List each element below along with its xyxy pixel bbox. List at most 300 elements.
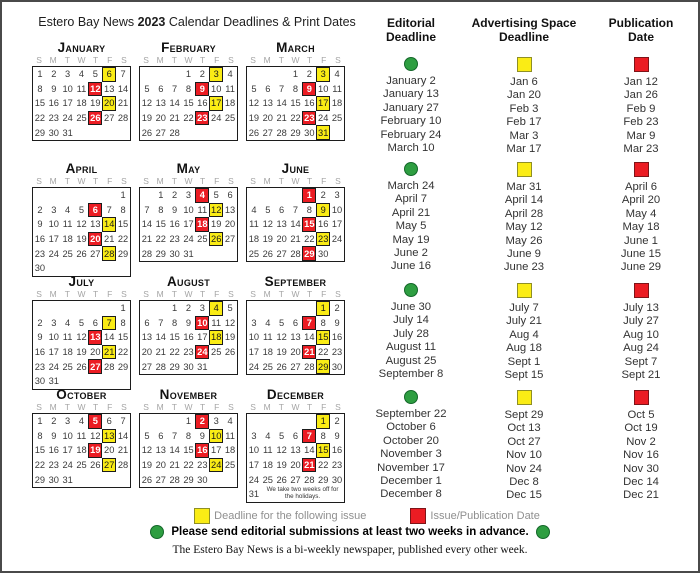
- publication-date-entry: Nov 16: [623, 449, 659, 462]
- weekday-letter: M: [156, 176, 164, 186]
- deadline-day-cell: 21: [102, 345, 116, 360]
- day-cell: 5: [251, 83, 257, 94]
- publication-day-cell: 7: [302, 429, 316, 444]
- publication-date-entry: Nov 30: [623, 462, 659, 475]
- deadline-day-cell: 17: [316, 96, 330, 111]
- editorial-date-entry: July 28: [393, 327, 429, 340]
- month-title: March: [276, 40, 315, 55]
- weekday-letter: S: [143, 55, 149, 65]
- weekday-letter: S: [335, 289, 341, 299]
- day-cell: 30: [34, 263, 46, 274]
- empty-cell: [140, 414, 154, 429]
- advertising-date-entry: Feb 17: [506, 116, 542, 129]
- editorial-column: [360, 162, 462, 275]
- day-cell: 8: [320, 317, 326, 328]
- day-cell: 27: [141, 361, 153, 372]
- weekday-letter: T: [307, 176, 313, 186]
- publication-date-entry: April 20: [621, 194, 661, 207]
- weekday-letter: S: [250, 176, 256, 186]
- month-title: February: [161, 40, 216, 55]
- empty-cell: [261, 301, 275, 316]
- publication-day-cell: 9: [195, 82, 209, 97]
- day-cell: 29: [155, 248, 166, 259]
- empty-cell: [302, 414, 316, 429]
- day-cell: 1: [292, 69, 299, 80]
- day-cell: 22: [155, 234, 166, 245]
- empty-cell: [33, 188, 47, 203]
- month-title: August: [166, 274, 211, 289]
- publication-date-entry: Feb 23: [623, 116, 659, 129]
- day-cell: 13: [141, 332, 153, 343]
- day-cell: 23: [34, 248, 46, 259]
- publication-day-cell: 2: [195, 414, 209, 429]
- editorial-date-entry: June 2: [394, 247, 428, 260]
- day-cell: 12: [248, 98, 260, 109]
- day-cell: 12: [141, 445, 153, 456]
- day-cell: 2: [199, 69, 205, 80]
- day-cell: 8: [185, 83, 192, 94]
- day-cell: 22: [318, 460, 329, 471]
- day-cell: 11: [211, 317, 222, 328]
- legend-label: Issue/Publication Date: [430, 510, 540, 522]
- day-cell: 10: [248, 445, 260, 456]
- deadline-day-cell: 28: [102, 246, 116, 261]
- day-cell: 19: [276, 347, 287, 358]
- publication-date-entry: May 4: [625, 207, 657, 220]
- deadline-day-cell: 15: [316, 330, 330, 345]
- editorial-date-entry: December 8: [380, 488, 442, 501]
- deadline-day-cell: 1: [316, 414, 330, 429]
- day-cell: 22: [34, 460, 46, 471]
- empty-cell: [275, 414, 289, 429]
- weekday-letter: F: [107, 289, 113, 299]
- month-grid: [32, 187, 131, 277]
- day-cell: 11: [332, 83, 342, 94]
- deadline-day-cell: 15: [316, 443, 330, 458]
- advertising-date-entry: April 14: [504, 194, 544, 207]
- day-cell: 14: [290, 219, 301, 230]
- day-cell: 18: [224, 98, 236, 109]
- weekday-letter: T: [278, 402, 284, 412]
- day-cell: 16: [197, 98, 208, 109]
- day-cell: 3: [213, 416, 219, 427]
- day-cell: 9: [51, 83, 57, 94]
- day-cell: 28: [117, 460, 129, 471]
- publication-date-icon: [634, 57, 649, 72]
- advertising-date-entry: July 21: [506, 315, 542, 328]
- day-cell: 27: [290, 361, 301, 372]
- calendar-row-3: [31, 274, 346, 390]
- day-cell: 17: [48, 234, 59, 245]
- day-cell: 17: [62, 98, 73, 109]
- month-calendar-january: [31, 40, 132, 141]
- day-cell: 16: [48, 98, 59, 109]
- advertising-date-entry: June 23: [503, 261, 545, 274]
- day-cell: 20: [155, 460, 166, 471]
- empty-cell: [154, 301, 168, 316]
- weekday-letter: F: [107, 176, 113, 186]
- day-cell: 7: [279, 83, 285, 94]
- day-cell: 29: [318, 474, 329, 485]
- editorial-column: [360, 283, 462, 382]
- submission-note: [2, 525, 698, 539]
- day-cell: 31: [248, 489, 260, 500]
- advertising-date-entry: Sept 1: [507, 355, 541, 368]
- editorial-date-entry: May 5: [395, 220, 427, 233]
- day-cell: 14: [141, 219, 153, 230]
- editorial-date-entry: February 10: [380, 115, 442, 128]
- day-cell: 28: [117, 113, 129, 124]
- footer-note: The Estero Bay News is a bi-weekly newspaper, published every other week.: [172, 544, 528, 556]
- weekday-letter: W: [291, 402, 300, 412]
- day-cell: 24: [183, 234, 194, 245]
- day-cell: 5: [78, 204, 85, 215]
- editorial-date-entry: November 3: [380, 448, 442, 461]
- month-calendar-march: [245, 40, 346, 141]
- weekday-letter: M: [263, 289, 271, 299]
- day-cell: 5: [213, 190, 219, 201]
- day-cell: 6: [227, 190, 233, 201]
- day-cell: 10: [211, 83, 222, 94]
- publication-day-cell: 27: [88, 359, 102, 374]
- month-calendar-september: [245, 274, 346, 390]
- day-cell: 20: [224, 219, 236, 230]
- day-cell: 27: [155, 474, 166, 485]
- day-cell: 6: [292, 317, 299, 328]
- advertising-column: [462, 283, 586, 382]
- legend: [2, 508, 698, 524]
- weekday-letter: M: [156, 289, 164, 299]
- day-cell: 29: [117, 361, 129, 372]
- editorial-date-entry: June 30: [390, 301, 432, 313]
- day-cell: 3: [185, 190, 192, 201]
- publication-date-entry: Dec 14: [623, 476, 659, 489]
- day-cell: 16: [34, 234, 46, 245]
- day-cell: 20: [104, 445, 115, 456]
- editorial-date-entry: October 6: [386, 421, 436, 434]
- weekday-letter: T: [200, 289, 206, 299]
- day-cell: 21: [141, 234, 153, 245]
- day-cell: 28: [141, 248, 153, 259]
- day-cell: 12: [224, 317, 236, 328]
- publication-day-cell: 1: [302, 188, 316, 203]
- day-cell: 17: [197, 332, 208, 343]
- weekday-letter: S: [335, 55, 341, 65]
- empty-cell: [102, 188, 116, 203]
- day-cell: 31: [197, 361, 208, 372]
- month-title: October: [56, 387, 107, 402]
- weekday-letter: T: [93, 176, 99, 186]
- day-cell: 17: [248, 460, 260, 471]
- publication-day-cell: 13: [88, 330, 102, 345]
- day-cell: 4: [334, 69, 340, 80]
- month-title: December: [266, 387, 325, 402]
- day-cell: 13: [290, 445, 301, 456]
- deadline-day-cell: 3: [316, 67, 330, 82]
- advertising-deadline-icon: [517, 283, 532, 298]
- publication-day-cell: 23: [302, 111, 316, 126]
- publication-date-icon: [634, 390, 649, 405]
- empty-cell: [140, 67, 154, 82]
- weekday-header: [246, 402, 345, 412]
- publication-date-entry: Mar 9: [626, 129, 656, 142]
- day-cell: 24: [62, 113, 73, 124]
- day-cell: 20: [90, 347, 101, 358]
- weekday-header: [246, 289, 345, 299]
- page-title: [32, 15, 362, 29]
- editorial-date-entry: December 1: [380, 475, 442, 488]
- weekday-letter: T: [171, 55, 177, 65]
- day-cell: 30: [48, 127, 59, 138]
- weekday-header: [139, 289, 238, 299]
- day-cell: 26: [276, 361, 287, 372]
- advertising-deadline-header: [462, 16, 586, 44]
- day-cell: 4: [78, 416, 85, 427]
- day-cell: 22: [169, 347, 180, 358]
- month-title: January: [57, 40, 106, 55]
- advertising-date-entry: Mar 31: [506, 181, 542, 193]
- deadline-day-cell: 4: [209, 301, 223, 316]
- day-cell: 7: [106, 204, 112, 215]
- day-cell: 13: [262, 98, 273, 109]
- day-cell: 12: [262, 219, 273, 230]
- weekday-header: [246, 55, 345, 65]
- day-cell: 2: [51, 69, 57, 80]
- day-cell: 8: [185, 430, 192, 441]
- publication-date-entry: Aug 10: [623, 328, 659, 341]
- day-cell: 7: [144, 204, 150, 215]
- day-cell: 20: [155, 113, 166, 124]
- weekday-letter: M: [49, 402, 57, 412]
- weekday-letter: S: [228, 176, 234, 186]
- red-square-icon: [410, 508, 426, 524]
- deadline-day-cell: 20: [102, 96, 116, 111]
- day-cell: 8: [120, 204, 126, 215]
- month-title: September: [264, 274, 327, 289]
- weekday-letter: S: [121, 55, 127, 65]
- day-cell: 25: [76, 113, 87, 124]
- holiday-note: We take two weeks off for the holidays.: [266, 486, 339, 501]
- weekday-header: [139, 176, 238, 186]
- editorial-date-entry: January 27: [383, 101, 439, 114]
- day-cell: 19: [76, 347, 87, 358]
- day-cell: 19: [248, 113, 260, 124]
- green-circle-icon: [150, 525, 164, 539]
- editorial-deadline-header: [360, 16, 462, 44]
- day-cell: 15: [183, 98, 194, 109]
- publication-day-cell: 9: [302, 82, 316, 97]
- day-cell: 25: [62, 248, 73, 259]
- publication-date-entry: Nov 2: [626, 435, 656, 448]
- day-cell: 28: [304, 474, 315, 485]
- publication-day-cell: 10: [195, 316, 209, 331]
- publication-day-cell: 12: [88, 82, 102, 97]
- day-cell: 23: [331, 347, 343, 358]
- advertising-column: [462, 390, 586, 503]
- day-cell: 7: [292, 204, 299, 215]
- empty-cell: [302, 301, 316, 316]
- day-cell: 27: [90, 248, 101, 259]
- day-cell: 31: [183, 248, 194, 259]
- day-cell: 11: [225, 83, 235, 94]
- editorial-column: [360, 57, 462, 156]
- day-cell: 9: [51, 430, 57, 441]
- empty-cell: [247, 301, 261, 316]
- deadline-day-cell: 27: [102, 458, 116, 473]
- day-cell: 13: [155, 445, 166, 456]
- weekday-letter: F: [321, 402, 327, 412]
- month-grid: [246, 413, 345, 503]
- day-cell: 1: [120, 303, 126, 314]
- publication-day-cell: 24: [195, 345, 209, 360]
- day-cell: 19: [141, 460, 153, 471]
- advertising-date-entry: Jan 20: [507, 89, 541, 102]
- day-cell: 24: [48, 248, 59, 259]
- month-grid: [32, 66, 131, 141]
- schedule-panel: [360, 16, 696, 502]
- day-cell: 27: [276, 248, 287, 259]
- day-cell: 11: [76, 83, 87, 94]
- day-cell: 6: [144, 317, 150, 328]
- advertising-date-entry: Dec 8: [509, 476, 539, 489]
- day-cell: 15: [34, 98, 46, 109]
- publication-date-entry: June 1: [624, 234, 658, 247]
- day-cell: 3: [65, 416, 71, 427]
- day-cell: 1: [37, 416, 43, 427]
- day-cell: 3: [51, 204, 57, 215]
- day-cell: 27: [224, 234, 236, 245]
- weekday-letter: W: [77, 402, 86, 412]
- empty-cell: [102, 301, 116, 316]
- day-cell: 29: [117, 248, 129, 259]
- day-cell: 7: [158, 317, 164, 328]
- weekday-letter: W: [77, 289, 86, 299]
- weekday-letter: F: [321, 176, 327, 186]
- day-cell: 18: [224, 445, 236, 456]
- day-cell: 13: [155, 98, 166, 109]
- day-cell: 14: [276, 98, 287, 109]
- advertising-deadline-icon: [517, 57, 532, 72]
- day-cell: 3: [334, 190, 340, 201]
- editorial-date-entry: June 16: [390, 260, 432, 273]
- day-cell: 16: [34, 347, 46, 358]
- day-cell: 5: [78, 317, 85, 328]
- empty-cell: [289, 301, 303, 316]
- day-cell: 22: [117, 347, 129, 358]
- day-cell: 25: [224, 113, 236, 124]
- publication-date-entry: Oct 19: [624, 422, 658, 435]
- deadline-day-cell: 6: [102, 67, 116, 82]
- day-cell: 17: [183, 219, 194, 230]
- publication-column: [586, 162, 696, 275]
- month-title: July: [68, 274, 95, 289]
- weekday-header: [32, 402, 131, 412]
- day-cell: 16: [318, 219, 329, 230]
- publication-date-entry: Jan 12: [624, 76, 658, 88]
- day-cell: 18: [331, 98, 343, 109]
- publication-day-cell: 21: [302, 458, 316, 473]
- day-cell: 2: [172, 190, 178, 201]
- empty-cell: [289, 188, 303, 203]
- weekday-letter: T: [93, 55, 99, 65]
- day-cell: 21: [104, 234, 115, 245]
- day-cell: 14: [169, 98, 180, 109]
- day-cell: 17: [48, 347, 59, 358]
- day-cell: 12: [76, 332, 87, 343]
- month-grid: [246, 300, 345, 375]
- day-cell: 16: [183, 332, 194, 343]
- publication-date-entry: July 27: [623, 315, 659, 328]
- publication-date-icon: [634, 283, 649, 298]
- day-cell: 28: [155, 361, 166, 372]
- publication-date-entry: Sept 7: [624, 355, 658, 368]
- deadline-day-cell: 31: [316, 125, 330, 140]
- day-cell: 28: [104, 361, 115, 372]
- day-cell: 9: [185, 317, 192, 328]
- day-cell: 2: [306, 69, 312, 80]
- day-cell: 25: [62, 361, 73, 372]
- day-cell: 4: [227, 69, 233, 80]
- day-cell: 6: [106, 416, 112, 427]
- advertising-date-entry: Sept 15: [504, 369, 544, 382]
- day-cell: 11: [76, 430, 87, 441]
- day-cell: 9: [199, 430, 205, 441]
- green-circle-icon: [536, 525, 550, 539]
- day-cell: 15: [169, 332, 180, 343]
- advertising-date-entry: Oct 13: [507, 422, 541, 435]
- publication-date-entry: Sept 21: [621, 369, 661, 382]
- publication-date-entry: June 15: [620, 248, 662, 261]
- day-cell: 25: [331, 113, 343, 124]
- day-cell: 20: [276, 234, 287, 245]
- month-title: May: [176, 161, 201, 176]
- day-cell: 22: [304, 234, 315, 245]
- day-cell: 14: [169, 445, 180, 456]
- weekday-letter: T: [171, 289, 177, 299]
- day-cell: 3: [199, 303, 205, 314]
- day-cell: 26: [76, 361, 87, 372]
- day-cell: 11: [262, 332, 273, 343]
- day-cell: 8: [306, 204, 312, 215]
- legend-item-deadline: [194, 508, 366, 524]
- publication-day-cell: 15: [302, 217, 316, 232]
- day-cell: 4: [65, 204, 71, 215]
- day-cell: 26: [90, 460, 101, 471]
- weekday-letter: T: [171, 402, 177, 412]
- day-cell: 15: [117, 219, 129, 230]
- calendar-row-4: [31, 387, 346, 503]
- day-cell: 28: [169, 127, 180, 138]
- weekday-letter: T: [64, 176, 70, 186]
- month-calendar-june: [245, 161, 346, 277]
- day-cell: 16: [48, 445, 59, 456]
- submission-note-text: Please send editorial submissions at least two weeks in advance.: [171, 526, 529, 538]
- day-cell: 6: [158, 430, 164, 441]
- header-line: Publication: [608, 16, 674, 30]
- deadline-day-cell: 9: [316, 203, 330, 218]
- advertising-date-entry: Nov 24: [506, 462, 542, 475]
- day-cell: 20: [290, 347, 301, 358]
- editorial-column: [360, 390, 462, 503]
- day-cell: 30: [318, 248, 329, 259]
- day-cell: 24: [211, 113, 222, 124]
- weekday-header: [32, 55, 131, 65]
- month-calendar-august: [138, 274, 239, 390]
- day-cell: 8: [172, 317, 178, 328]
- advertising-date-entry: Aug 4: [509, 328, 539, 341]
- day-cell: 8: [37, 430, 43, 441]
- weekday-letter: W: [184, 289, 193, 299]
